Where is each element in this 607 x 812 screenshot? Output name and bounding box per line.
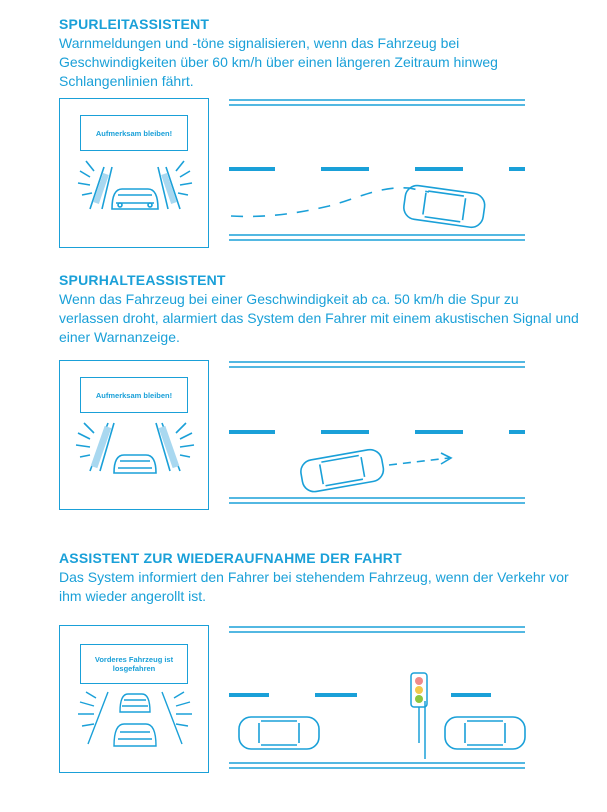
section-title: SPURLEITASSISTENT xyxy=(59,16,210,32)
dashboard-screen-message: Aufmerksam bleiben! xyxy=(80,115,188,151)
vehicle-ahead-icon xyxy=(60,626,210,776)
dashboard-screen-message: Aufmerksam bleiben! xyxy=(80,377,188,413)
road-illustration-swerving xyxy=(229,98,529,248)
dashboard-illustration xyxy=(59,98,209,248)
direction-arrow xyxy=(389,458,449,465)
section-lane-keeping xyxy=(59,272,579,347)
section-description: Wenn das Fahrzeug bei einer Geschwindigkeit ab ca. 50 km/h die Spur zu verlassen droht, alarmiert das System den Fahrer mit einem akustischen Signal und einer Warnanzeige. xyxy=(59,291,579,345)
section-description: Warnmeldungen und -töne signalisieren, wenn das Fahrzeug bei Geschwindigkeiten über 60 km/h über einen längeren Zeitraum hinweg Schlangenlinien fährt. xyxy=(59,35,498,89)
car-icon xyxy=(239,717,319,749)
car-icon xyxy=(299,448,385,494)
section-description: Das System informiert den Fahrer bei stehendem Fahrzeug, wenn der Verkehr vor ihm wieder angerollt ist. xyxy=(59,569,569,604)
car-icon xyxy=(402,184,486,229)
lane-warning-icon xyxy=(60,99,210,249)
section-resume-driving xyxy=(59,550,579,606)
section-title: SPURHALTEASSISTENT xyxy=(59,272,226,288)
section-title: ASSISTENT ZUR WIEDERAUFNAHME DER FAHRT xyxy=(59,550,402,566)
car-icon xyxy=(445,717,525,749)
road-illustration-resume xyxy=(229,625,529,775)
dashboard-screen-message: Vorderes Fahrzeug ist losgefahren xyxy=(80,644,188,684)
dashboard-illustration xyxy=(59,360,209,510)
dashboard-illustration xyxy=(59,625,209,773)
road-illustration-lane-departure xyxy=(229,360,529,510)
section-lane-guidance xyxy=(59,16,579,91)
swerving-path xyxy=(231,188,429,217)
lane-departure-icon xyxy=(60,361,210,511)
